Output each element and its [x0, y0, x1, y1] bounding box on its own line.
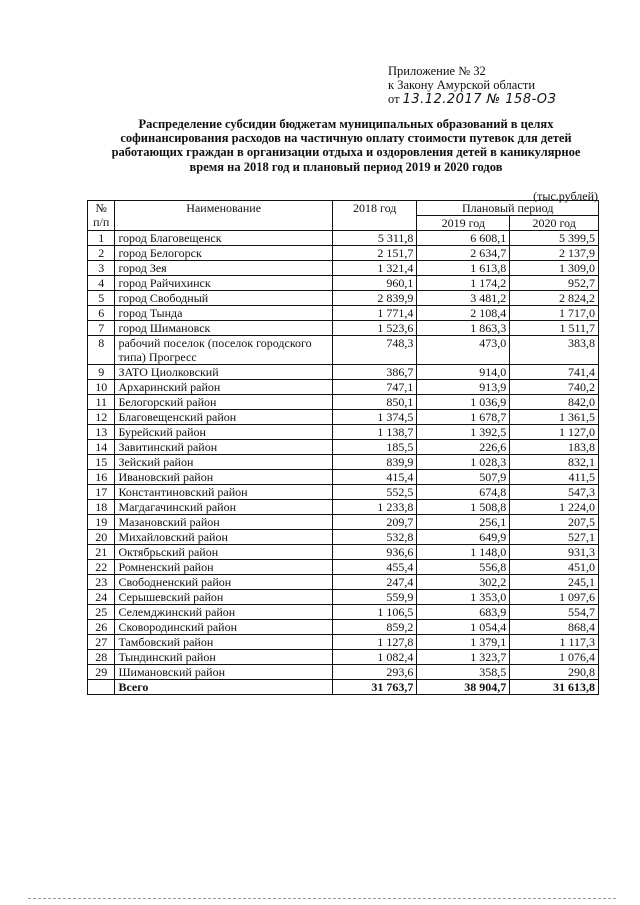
row-number: 4 [88, 276, 115, 291]
row-name: Ромненский район [115, 560, 332, 575]
row-value-2019: 674,8 [417, 485, 510, 500]
row-value-2020: 5 399,5 [510, 231, 599, 246]
row-value-2019: 2 108,4 [417, 306, 510, 321]
row-number: 29 [88, 665, 115, 680]
row-value-2019: 556,8 [417, 560, 510, 575]
row-value-2020: 2 137,9 [510, 246, 599, 261]
row-value-2019: 1 054,4 [417, 620, 510, 635]
table-row [88, 246, 599, 261]
row-value-2019: 6 608,1 [417, 231, 510, 246]
table-row [88, 500, 599, 515]
row-value-2019: 1 353,0 [417, 590, 510, 605]
row-value-2019: 1 036,9 [417, 395, 510, 410]
table-row [88, 650, 599, 665]
row-value-2018: 185,5 [332, 440, 416, 455]
table-row [88, 231, 599, 246]
row-name: Архаринский район [115, 380, 332, 395]
table-row [88, 485, 599, 500]
row-value-2020: 554,7 [510, 605, 599, 620]
row-value-2020: 931,3 [510, 545, 599, 560]
row-value-2018: 1 138,7 [332, 425, 416, 440]
row-number: 1 [88, 231, 115, 246]
row-name: Свободненский район [115, 575, 332, 590]
row-name: Благовещенский район [115, 410, 332, 425]
row-number: 25 [88, 605, 115, 620]
row-value-2020: 952,7 [510, 276, 599, 291]
row-value-2020: 1 717,0 [510, 306, 599, 321]
table-row [88, 455, 599, 470]
row-value-2019: 473,0 [417, 336, 510, 365]
table-row [88, 620, 599, 635]
appendix-date-prefix: от [388, 92, 400, 106]
row-name: Михайловский район [115, 530, 332, 545]
row-value-2018: 1 233,8 [332, 500, 416, 515]
row-name: город Белогорск [115, 246, 332, 261]
row-value-2020: 740,2 [510, 380, 599, 395]
row-number: 27 [88, 635, 115, 650]
row-number: 5 [88, 291, 115, 306]
row-value-2020: 207,5 [510, 515, 599, 530]
total-value-2019: 38 904,7 [417, 680, 510, 695]
row-value-2020: 1 076,4 [510, 650, 599, 665]
row-value-2018: 1 374,5 [332, 410, 416, 425]
row-name: Ивановский район [115, 470, 332, 485]
row-value-2018: 247,4 [332, 575, 416, 590]
row-name: город Благовещенск [115, 231, 332, 246]
row-value-2020: 1 511,7 [510, 321, 599, 336]
row-name: Серышевский район [115, 590, 332, 605]
row-value-2020: 411,5 [510, 470, 599, 485]
row-number: 23 [88, 575, 115, 590]
title-line-4: время на 2018 год и плановый период 2019 и 2020 годов [189, 159, 503, 174]
scan-edge-rule [28, 898, 616, 899]
row-value-2018: 1 321,4 [332, 261, 416, 276]
row-value-2018: 747,1 [332, 380, 416, 395]
table-row [88, 665, 599, 680]
row-number: 19 [88, 515, 115, 530]
row-number: 14 [88, 440, 115, 455]
row-value-2018: 1 523,6 [332, 321, 416, 336]
row-number: 9 [88, 365, 115, 380]
row-value-2018: 1 771,4 [332, 306, 416, 321]
table-row [88, 470, 599, 485]
row-value-2019: 1 678,7 [417, 410, 510, 425]
table-header-row [88, 201, 599, 216]
row-value-2020: 451,0 [510, 560, 599, 575]
table-row [88, 306, 599, 321]
row-value-2020: 842,0 [510, 395, 599, 410]
row-value-2019: 302,2 [417, 575, 510, 590]
row-name: Константиновский район [115, 485, 332, 500]
handwritten-date-number: 13.12.2017 № 158-ОЗ [402, 92, 557, 107]
table-row [88, 425, 599, 440]
header-name: Наименование [115, 201, 332, 231]
row-value-2018: 748,3 [332, 336, 416, 365]
row-number: 3 [88, 261, 115, 276]
units-label: (тыс.рублей) [533, 189, 598, 203]
table-row [88, 635, 599, 650]
row-value-2019: 1 613,8 [417, 261, 510, 276]
row-number: 10 [88, 380, 115, 395]
row-value-2020: 868,4 [510, 620, 599, 635]
row-name: Тамбовский район [115, 635, 332, 650]
row-value-2020: 1 309,0 [510, 261, 599, 276]
row-number: 22 [88, 560, 115, 575]
row-number: 21 [88, 545, 115, 560]
row-value-2018: 1 082,4 [332, 650, 416, 665]
total-value-2018: 31 763,7 [332, 680, 416, 695]
row-value-2018: 532,8 [332, 530, 416, 545]
row-value-2020: 741,4 [510, 365, 599, 380]
table-row [88, 291, 599, 306]
appendix-number: Приложение № 32 [388, 64, 486, 78]
row-value-2019: 507,9 [417, 470, 510, 485]
row-number: 20 [88, 530, 115, 545]
row-value-2019: 1 148,0 [417, 545, 510, 560]
row-value-2018: 850,1 [332, 395, 416, 410]
row-name: город Райчихинск [115, 276, 332, 291]
row-value-2020: 832,1 [510, 455, 599, 470]
header-planned-period: Плановый период [417, 201, 599, 216]
row-value-2020: 1 097,6 [510, 590, 599, 605]
header-2018: 2018 год [332, 201, 416, 231]
row-value-2020: 290,8 [510, 665, 599, 680]
row-number: 13 [88, 425, 115, 440]
row-name: ЗАТО Циолковский [115, 365, 332, 380]
table-row [88, 590, 599, 605]
row-value-2020: 547,3 [510, 485, 599, 500]
row-value-2019: 358,5 [417, 665, 510, 680]
row-name: Завитинский район [115, 440, 332, 455]
appendix-block [388, 64, 618, 107]
row-number: 26 [88, 620, 115, 635]
row-number: 16 [88, 470, 115, 485]
row-name: Мазановский район [115, 515, 332, 530]
row-number: 18 [88, 500, 115, 515]
table-row [88, 365, 599, 380]
row-name: Сковородинский район [115, 620, 332, 635]
row-name: Октябрьский район [115, 545, 332, 560]
row-number: 11 [88, 395, 115, 410]
row-value-2018: 559,9 [332, 590, 416, 605]
row-value-2018: 1 106,5 [332, 605, 416, 620]
row-name: Магдагачинский район [115, 500, 332, 515]
row-name: город Шимановск [115, 321, 332, 336]
title-line-2: софинансирования расходов на частичную оплату стоимости путевок для детей [120, 131, 572, 146]
table-row [88, 545, 599, 560]
table-row [88, 261, 599, 276]
row-value-2018: 293,6 [332, 665, 416, 680]
row-value-2020: 183,8 [510, 440, 599, 455]
total-value-2020: 31 613,8 [510, 680, 599, 695]
row-value-2019: 1 028,3 [417, 455, 510, 470]
total-label: Всего [115, 680, 332, 695]
row-value-2018: 859,2 [332, 620, 416, 635]
row-value-2020: 2 824,2 [510, 291, 599, 306]
row-value-2018: 2 151,7 [332, 246, 416, 261]
header-no-line2: п/п [93, 215, 110, 229]
row-value-2018: 455,4 [332, 560, 416, 575]
row-number: 12 [88, 410, 115, 425]
table-row [88, 410, 599, 425]
row-value-2019: 226,6 [417, 440, 510, 455]
row-value-2019: 649,9 [417, 530, 510, 545]
row-number: 6 [88, 306, 115, 321]
appendix-law: к Закону Амурской области [388, 78, 536, 92]
table-row [88, 575, 599, 590]
row-value-2020: 1 117,3 [510, 635, 599, 650]
table-body [88, 231, 599, 695]
row-value-2020: 527,1 [510, 530, 599, 545]
table-row [88, 336, 599, 365]
row-value-2018: 386,7 [332, 365, 416, 380]
row-value-2018: 552,5 [332, 485, 416, 500]
table-row [88, 276, 599, 291]
header-no-line1: № [95, 201, 107, 215]
row-name: Белогорский район [115, 395, 332, 410]
row-value-2018: 5 311,8 [332, 231, 416, 246]
row-value-2018: 209,7 [332, 515, 416, 530]
row-number: 28 [88, 650, 115, 665]
row-name: город Тында [115, 306, 332, 321]
row-value-2019: 3 481,2 [417, 291, 510, 306]
row-value-2019: 913,9 [417, 380, 510, 395]
row-value-2019: 1 379,1 [417, 635, 510, 650]
table-total-row [88, 680, 599, 695]
row-value-2019: 1 323,7 [417, 650, 510, 665]
row-value-2018: 1 127,8 [332, 635, 416, 650]
row-number: 24 [88, 590, 115, 605]
table-row [88, 530, 599, 545]
table-row [88, 395, 599, 410]
row-value-2020: 1 224,0 [510, 500, 599, 515]
table-row [88, 560, 599, 575]
row-name: Тындинский район [115, 650, 332, 665]
row-value-2018: 960,1 [332, 276, 416, 291]
table-row [88, 440, 599, 455]
row-value-2019: 683,9 [417, 605, 510, 620]
row-value-2020: 1 127,0 [510, 425, 599, 440]
title-line-1: Распределение субсидии бюджетам муниципальных образований в целях [138, 117, 554, 131]
row-value-2018: 936,6 [332, 545, 416, 560]
row-value-2019: 1 508,8 [417, 500, 510, 515]
row-name: Селемджинский район [115, 605, 332, 620]
row-value-2018: 839,9 [332, 455, 416, 470]
title-line-3: работающих граждан в организации отдыха и оздоровления детей в каникулярное [111, 145, 581, 160]
row-value-2019: 914,0 [417, 365, 510, 380]
row-value-2020: 383,8 [510, 336, 599, 365]
header-2020: 2020 год [510, 216, 599, 231]
table-row [88, 321, 599, 336]
row-number: 2 [88, 246, 115, 261]
row-value-2019: 1 863,3 [417, 321, 510, 336]
row-name: Бурейский район [115, 425, 332, 440]
row-value-2020: 245,1 [510, 575, 599, 590]
row-name: Шимановский район [115, 665, 332, 680]
row-name: город Свободный [115, 291, 332, 306]
row-value-2018: 2 839,9 [332, 291, 416, 306]
document-title [96, 117, 596, 174]
total-number [88, 680, 115, 695]
row-name: Зейский район [115, 455, 332, 470]
row-name: город Зея [115, 261, 332, 276]
row-value-2019: 1 392,5 [417, 425, 510, 440]
row-value-2019: 1 174,2 [417, 276, 510, 291]
table-row [88, 605, 599, 620]
header-no [88, 201, 115, 231]
row-value-2019: 2 634,7 [417, 246, 510, 261]
row-number: 7 [88, 321, 115, 336]
table-row [88, 380, 599, 395]
header-2019: 2019 год [417, 216, 510, 231]
row-number: 8 [88, 336, 115, 365]
table-row [88, 515, 599, 530]
row-value-2019: 256,1 [417, 515, 510, 530]
subsidy-table [87, 200, 599, 695]
row-value-2018: 415,4 [332, 470, 416, 485]
row-number: 15 [88, 455, 115, 470]
row-value-2020: 1 361,5 [510, 410, 599, 425]
row-number: 17 [88, 485, 115, 500]
row-name: рабочий поселок (поселок городского типа) Прогресс [115, 336, 332, 365]
appendix-date-line [388, 92, 618, 107]
